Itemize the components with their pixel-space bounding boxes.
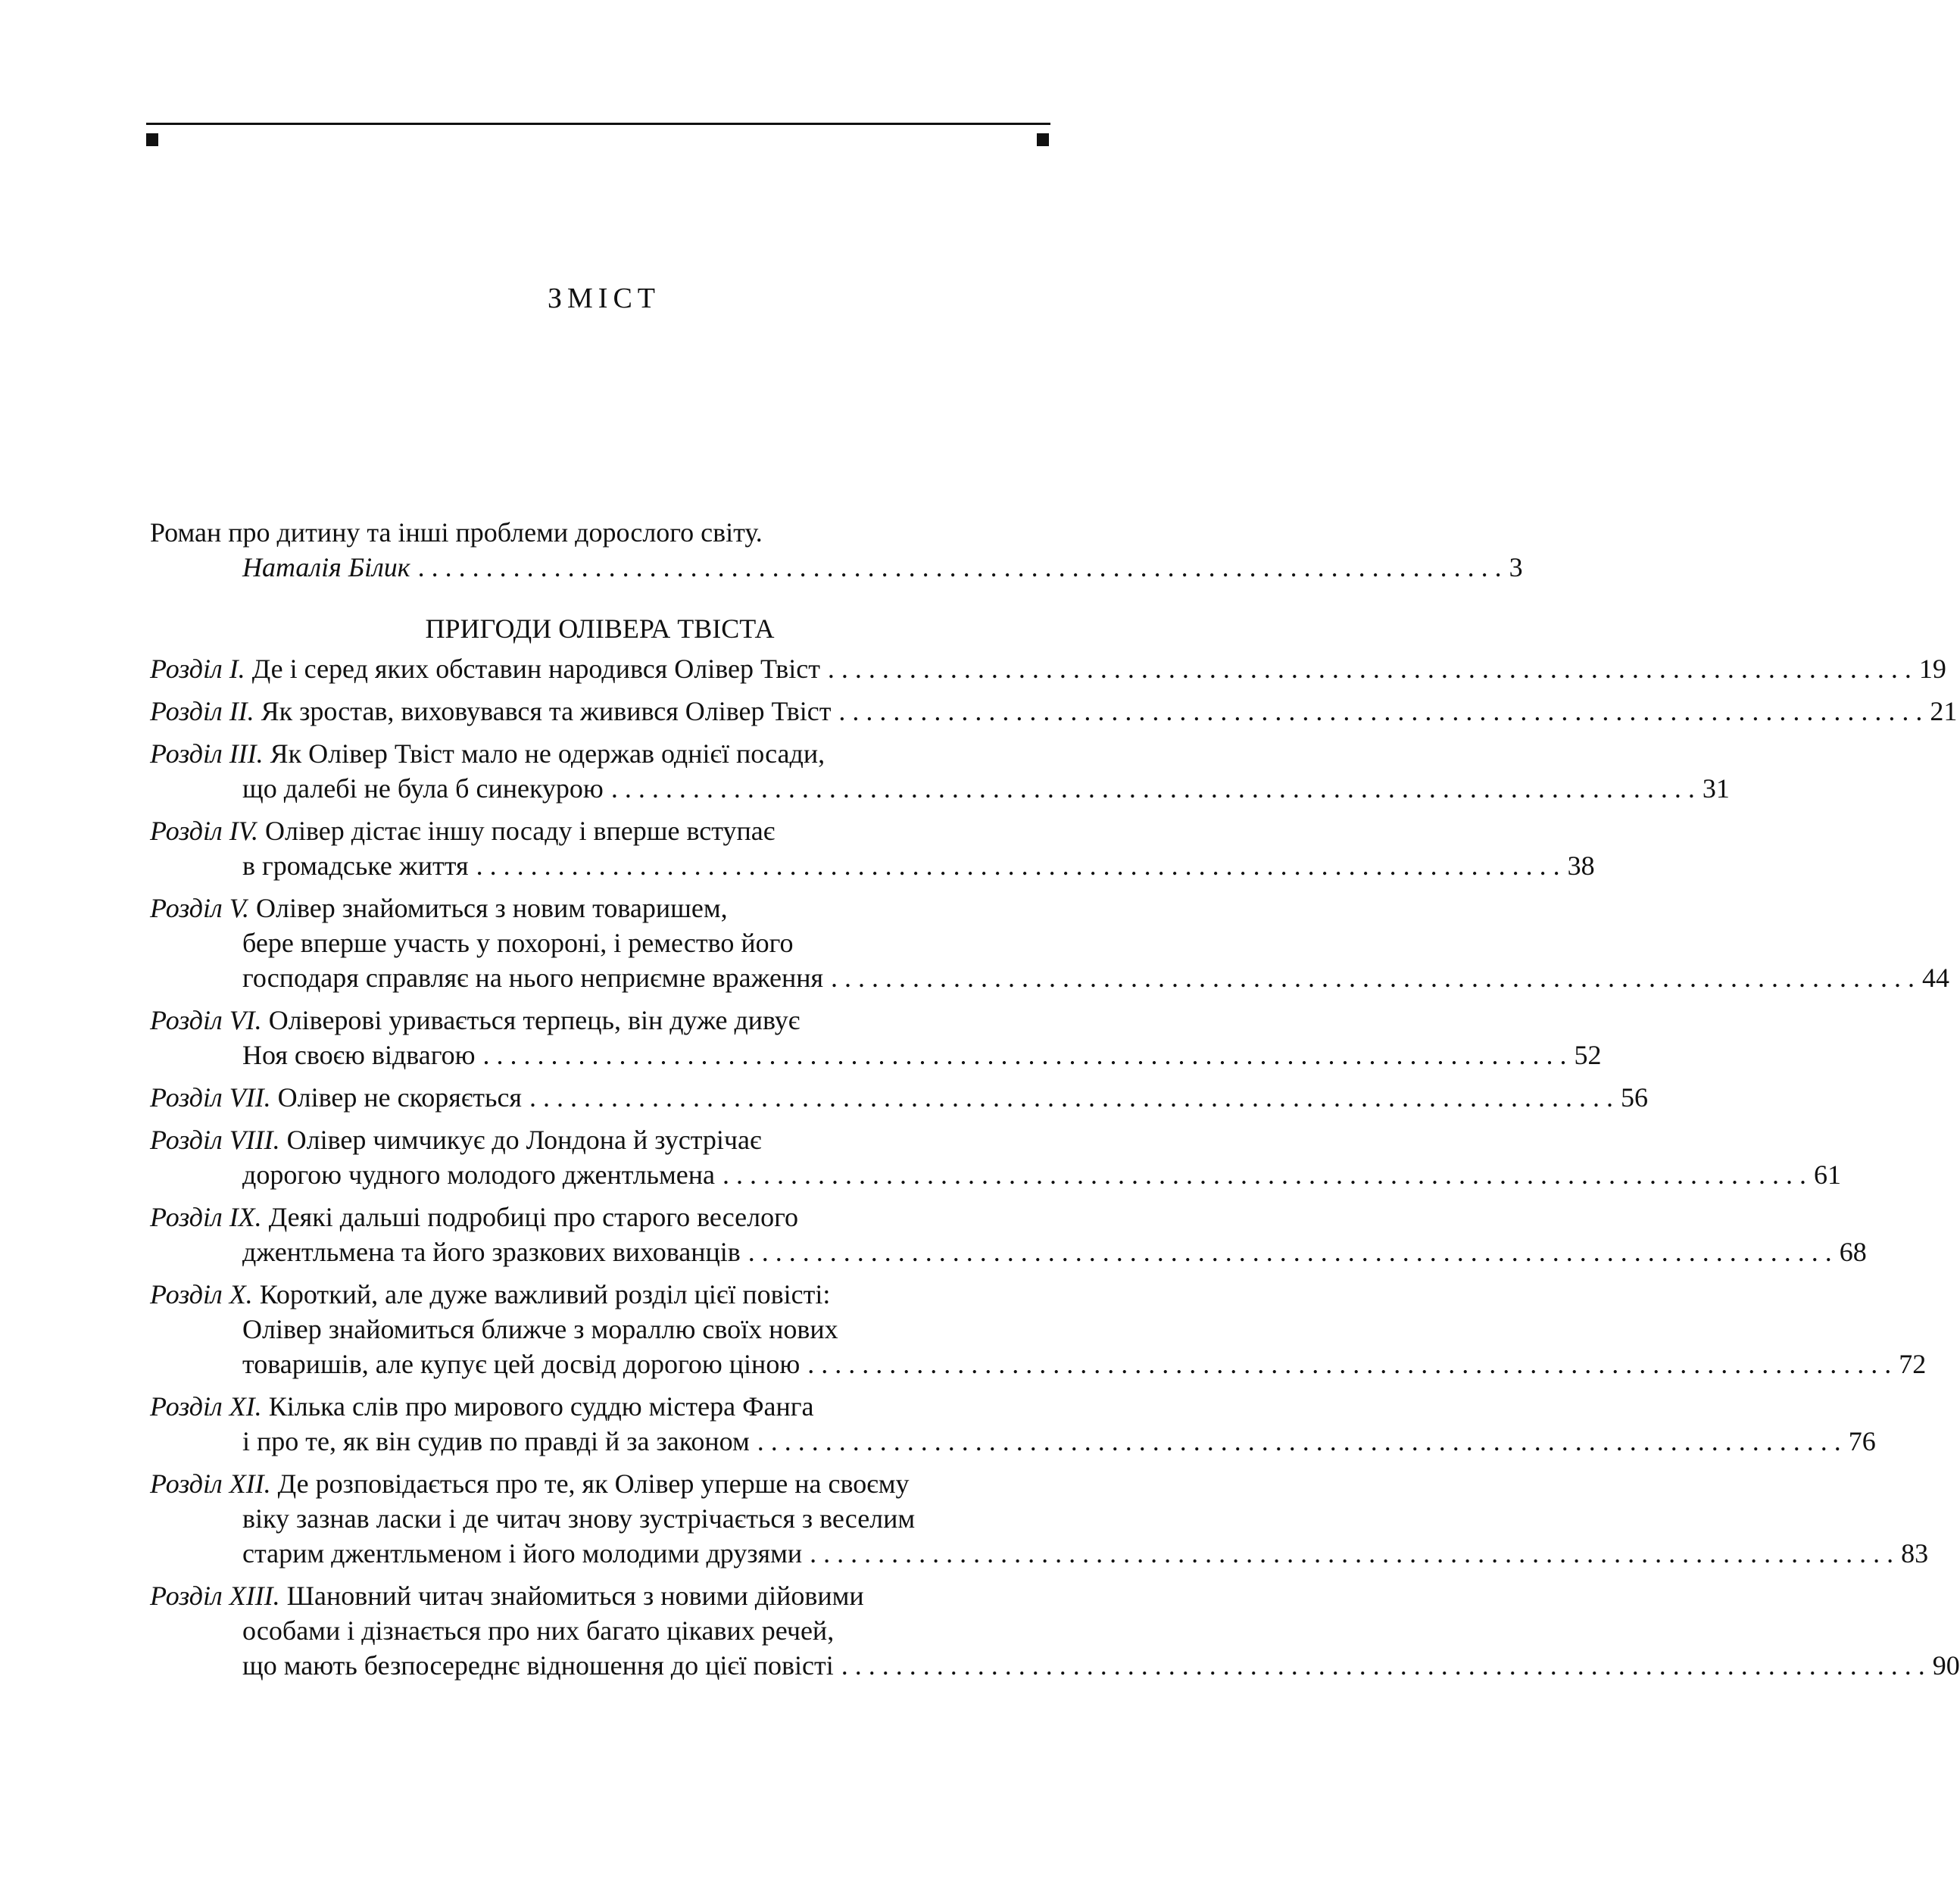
- toc-chapter-text: [150, 893, 728, 923]
- toc-chapter-line: [150, 1234, 1867, 1269]
- header-square-left: [146, 133, 158, 146]
- toc-chapter-text: [150, 1080, 522, 1115]
- toc-chapter-entry: [150, 1122, 1841, 1192]
- toc-chapter-line: [150, 925, 1050, 960]
- leader-dots: . . . . . . . . . . . . . . . . . . . . . . . . . . . . . . . . . . . . . . . . . . . . . . . . . . . . . . . . . . . . . . . . . . . . . . . . . . . . . . . .: [838, 696, 1923, 726]
- toc-chapter-text: [242, 1648, 834, 1683]
- toc-page-number: 56: [1620, 1082, 1648, 1113]
- toc-chapter-line: [150, 848, 1595, 883]
- toc-chapter-text: [150, 1581, 864, 1611]
- toc-chapter-line: [150, 1536, 1929, 1571]
- leader-dots: . . . . . . . . . . . . . . . . . . . . . . . . . . . . . . . . . . . . . . . . . . . . . . . . . . . . . . . . . . . . . . . . . . . . . . . . . . . . . . . .: [417, 552, 1502, 582]
- toc-chapter-line: [150, 651, 1946, 686]
- entry-gap: [150, 1072, 1050, 1080]
- toc-chapter-text: [150, 651, 820, 686]
- header-square-right: [1037, 133, 1049, 146]
- toc-chapter-line: [150, 1347, 1927, 1381]
- toc-chapter-text: [150, 694, 831, 729]
- toc-chapter-title: Як зростав, виховувався та живився Олівер Твіст: [261, 696, 832, 726]
- toc-chapter-line: [150, 1200, 1050, 1234]
- toc-chapter-label: Розділ III.: [150, 738, 264, 769]
- leader-dots: . . . . . . . . . . . . . . . . . . . . . . . . . . . . . . . . . . . . . . . . . . . . . . . . . . . . . . . . . . . . . . . . . . . . . . . . . . . . . . . .: [831, 963, 1915, 993]
- toc-chapter-title: Оліверові уривається терпець, він дуже дивує: [268, 1005, 801, 1035]
- entry-gap: [150, 729, 1050, 736]
- entry-gap: [150, 1192, 1050, 1200]
- toc-chapter-title: бере вперше участь у похороні, і ремество його: [242, 928, 794, 958]
- toc-chapter-title: Шановний читач знайомиться з новими дійовими: [286, 1581, 864, 1611]
- leader-dots: . . . . . . . . . . . . . . . . . . . . . . . . . . . . . . . . . . . . . . . . . . . . . . . . . . . . . . . . . . . . . . . . . . . . . . . . . . . . . . . .: [747, 1237, 1832, 1267]
- toc-chapter-line: [150, 694, 1958, 729]
- toc-chapter-text: [150, 1202, 798, 1232]
- toc-chapter-title: Олівер чимчикує до Лондона й зустрічає: [286, 1125, 762, 1155]
- toc-chapter-text: [242, 1038, 476, 1072]
- toc-chapter-text: [150, 1469, 909, 1499]
- toc-intro-title: Роман про дитину та інші проблеми дорослого світу.: [150, 517, 763, 548]
- toc-chapter-line: [150, 1424, 1876, 1459]
- toc-chapter-entry: [150, 1389, 1876, 1459]
- toc-chapter-title: Олівер дістає іншу посаду і вперше вступає: [265, 816, 776, 846]
- toc-chapter-line: [150, 1613, 1050, 1648]
- leader-dots: . . . . . . . . . . . . . . . . . . . . . . . . . . . . . . . . . . . . . . . . . . . . . . . . . . . . . . . . . . . . . . . . . . . . . . . . . . . . . . . .: [827, 654, 1912, 684]
- header-rule: [146, 123, 1050, 125]
- toc-page-number: 68: [1839, 1237, 1867, 1267]
- toc-chapter-title: Олівер знайомиться з новим товаришем,: [256, 893, 728, 923]
- toc-chapter-line: [150, 1466, 1050, 1501]
- toc-chapter-label: Розділ XI.: [150, 1391, 262, 1422]
- entry-gap: [150, 1683, 1050, 1690]
- toc-chapter-title: в громадське життя: [242, 851, 469, 881]
- toc-chapter-text: [242, 1615, 834, 1646]
- toc-chapter-text: [242, 1347, 800, 1381]
- toc-chapter-title: Кілька слів про мирового суддю містера Фанга: [268, 1391, 814, 1422]
- toc-chapter-text: [150, 1279, 830, 1309]
- toc-chapter-title: і про те, як він судив по правді й за законом: [242, 1426, 750, 1456]
- toc-chapter-label: Розділ VII.: [150, 1082, 271, 1113]
- toc-chapter-line: [150, 1122, 1050, 1157]
- toc-chapter-line: [150, 1312, 1050, 1347]
- leader-dots: . . . . . . . . . . . . . . . . . . . . . . . . . . . . . . . . . . . . . . . . . . . . . . . . . . . . . . . . . . . . . . . . . . . . . . . . . . . . . . . .: [757, 1426, 1841, 1456]
- toc-chapter-text: [242, 960, 823, 995]
- leader-dots: . . . . . . . . . . . . . . . . . . . . . . . . . . . . . . . . . . . . . . . . . . . . . . . . . . . . . . . . . . . . . . . . . . . . . . . . . . . . . . . .: [807, 1349, 1892, 1379]
- toc-page-number: 76: [1848, 1426, 1876, 1456]
- table-of-contents: [150, 515, 1960, 1690]
- toc-chapter-entry: [150, 1003, 1602, 1072]
- toc-chapter-entry: [150, 736, 1730, 806]
- toc-chapter-text: [150, 816, 775, 846]
- toc-chapter-line: [150, 1389, 1050, 1424]
- toc-chapter-title: дорогою чудного молодого джентльмена: [242, 1160, 715, 1190]
- toc-chapter-label: Розділ V.: [150, 893, 250, 923]
- toc-chapter-title: Ноя своєю відвагою: [242, 1040, 476, 1070]
- leader-dots: . . . . . . . . . . . . . . . . . . . . . . . . . . . . . . . . . . . . . . . . . . . . . . . . . . . . . . . . . . . . . . . . . . . . . . . . . . . . . . . .: [841, 1650, 1925, 1681]
- toc-chapter-line: [150, 891, 1050, 925]
- entry-gap: [150, 1269, 1050, 1277]
- toc-chapter-entry: [150, 1466, 1929, 1571]
- page-title: ЗМІСТ: [547, 282, 661, 314]
- toc-chapter-line: [150, 1003, 1050, 1038]
- toc-chapter-title: Олівер не скоряється: [277, 1082, 522, 1113]
- toc-chapter-title: джентльмена та його зразкових вихованців: [242, 1237, 741, 1267]
- toc-chapter-label: Розділ XII.: [150, 1469, 271, 1499]
- toc-chapter-entry: [150, 651, 1946, 686]
- toc-chapter-line: [150, 1501, 1050, 1536]
- toc-chapter-label: Розділ IV.: [150, 816, 259, 846]
- toc-page-number: 52: [1574, 1040, 1602, 1070]
- toc-chapter-line: [150, 960, 1950, 995]
- entry-gap: [150, 686, 1050, 694]
- toc-intro-entry: [150, 515, 1523, 585]
- toc-chapter-label: Розділ X.: [150, 1279, 253, 1309]
- toc-chapter-entry: [150, 1200, 1867, 1269]
- toc-chapter-label: Розділ IX.: [150, 1202, 262, 1232]
- leader-dots: . . . . . . . . . . . . . . . . . . . . . . . . . . . . . . . . . . . . . . . . . . . . . . . . . . . . . . . . . . . . . . . . . . . . . . . . . . . . . . . .: [810, 1538, 1894, 1568]
- toc-chapter-text: [242, 928, 793, 958]
- entry-gap: [150, 1459, 1050, 1466]
- toc-chapter-title: Як Олівер Твіст мало не одержав однієї посади,: [270, 738, 826, 769]
- toc-chapter-label: Розділ I.: [150, 654, 245, 684]
- toc-chapter-text: [242, 848, 469, 883]
- toc-page-number: 19: [1918, 654, 1946, 684]
- toc-chapter-line: [150, 813, 1050, 848]
- toc-page-number: 44: [1922, 963, 1950, 993]
- toc-chapter-line: [150, 1277, 1050, 1312]
- toc-chapter-text: [242, 1314, 838, 1344]
- toc-chapter-title: особами і дізнається про них багато цікавих речей,: [242, 1615, 835, 1646]
- toc-chapter-text: [242, 1234, 741, 1269]
- toc-chapter-title: що далебі не була б синекурою: [242, 773, 604, 804]
- toc-chapter-label: Розділ II.: [150, 696, 254, 726]
- toc-chapter-title: що мають безпосереднє відношення до цієї повісті: [242, 1650, 834, 1681]
- toc-chapter-text: [242, 1503, 915, 1534]
- toc-chapter-line: [150, 1080, 1648, 1115]
- toc-chapter-text: [150, 1391, 814, 1422]
- entry-gap: [150, 806, 1050, 813]
- toc-chapter-title: Олівер знайомиться ближче з мораллю своїх нових: [242, 1314, 838, 1344]
- leader-dots: . . . . . . . . . . . . . . . . . . . . . . . . . . . . . . . . . . . . . . . . . . . . . . . . . . . . . . . . . . . . . . . . . . . . . . . . . . . . . . . .: [529, 1082, 1613, 1113]
- toc-chapter-text: [242, 1424, 750, 1459]
- chapter-list: [150, 651, 1960, 1690]
- leader-dots: . . . . . . . . . . . . . . . . . . . . . . . . . . . . . . . . . . . . . . . . . . . . . . . . . . . . . . . . . . . . . . . . . . . . . . . . . . . . . . . .: [722, 1160, 1806, 1190]
- toc-chapter-line: [150, 1648, 1960, 1683]
- entry-gap: [150, 1115, 1050, 1122]
- leader-dots: . . . . . . . . . . . . . . . . . . . . . . . . . . . . . . . . . . . . . . . . . . . . . . . . . . . . . . . . . . . . . . . . . . . . . . . . . . . . . . . .: [482, 1040, 1567, 1070]
- toc-page-number: 38: [1567, 851, 1595, 881]
- toc-chapter-text: [150, 1125, 761, 1155]
- toc-chapter-title: старим джентльменом і його молодими друзями: [242, 1538, 803, 1568]
- toc-chapter-entry: [150, 891, 1950, 995]
- toc-chapter-entry: [150, 1277, 1927, 1381]
- toc-chapter-line: [150, 1038, 1602, 1072]
- toc-chapter-label: Розділ VIII.: [150, 1125, 280, 1155]
- toc-page-number: 90: [1932, 1650, 1960, 1681]
- toc-chapter-entry: [150, 813, 1595, 883]
- toc-intro-author-line: [150, 550, 1523, 585]
- toc-chapter-title: Короткий, але дуже важливий розділ цієї повісті:: [259, 1279, 831, 1309]
- toc-chapter-line: [150, 736, 1050, 771]
- toc-chapter-title: господаря справляє на нього неприємне враження: [242, 963, 824, 993]
- toc-chapter-line: [150, 1578, 1050, 1613]
- toc-page-number: 72: [1899, 1349, 1927, 1379]
- entry-gap: [150, 1381, 1050, 1389]
- toc-page-number: 61: [1813, 1160, 1841, 1190]
- leader-dots: . . . . . . . . . . . . . . . . . . . . . . . . . . . . . . . . . . . . . . . . . . . . . . . . . . . . . . . . . . . . . . . . . . . . . . . . . . . . . . . .: [476, 851, 1560, 881]
- toc-page-number: 21: [1930, 696, 1958, 726]
- toc-chapter-title: Де і серед яких обставин народився Олівер Твіст: [251, 654, 820, 684]
- toc-chapter-label: Розділ XIII.: [150, 1581, 280, 1611]
- entry-gap: [150, 995, 1050, 1003]
- toc-intro-author: Наталія Білик: [242, 552, 410, 582]
- toc-chapter-text: [150, 738, 825, 769]
- entry-gap: [150, 1571, 1050, 1578]
- toc-section-title: ПРИГОДИ ОЛІВЕРА ТВІСТА: [425, 613, 775, 644]
- toc-page-number: 83: [1901, 1538, 1929, 1568]
- toc-chapter-line: [150, 1157, 1841, 1192]
- toc-chapter-line: [150, 771, 1730, 806]
- toc-chapter-text: [242, 1536, 802, 1571]
- toc-chapter-entry: [150, 1080, 1648, 1115]
- toc-chapter-title: Де розповідається про те, як Олівер уперше на своєму: [277, 1469, 910, 1499]
- toc-chapter-text: [242, 771, 604, 806]
- toc-page-number: 3: [1509, 552, 1523, 582]
- toc-chapter-text: [150, 1005, 800, 1035]
- toc-chapter-entry: [150, 1578, 1960, 1683]
- entry-gap: [150, 883, 1050, 891]
- toc-chapter-entry: [150, 694, 1958, 729]
- toc-chapter-title: товаришів, але купує цей досвід дорогою ціною: [242, 1349, 801, 1379]
- toc-chapter-label: Розділ VI.: [150, 1005, 262, 1035]
- leader-dots: . . . . . . . . . . . . . . . . . . . . . . . . . . . . . . . . . . . . . . . . . . . . . . . . . . . . . . . . . . . . . . . . . . . . . . . . . . . . . . . .: [610, 773, 1695, 804]
- toc-chapter-text: [242, 1157, 715, 1192]
- toc-chapter-title: віку зазнав ласки і де читач знову зустрічається з веселим: [242, 1503, 916, 1534]
- toc-chapter-title: Деякі дальші подробиці про старого веселого: [268, 1202, 798, 1232]
- toc-page-number: 31: [1702, 773, 1730, 804]
